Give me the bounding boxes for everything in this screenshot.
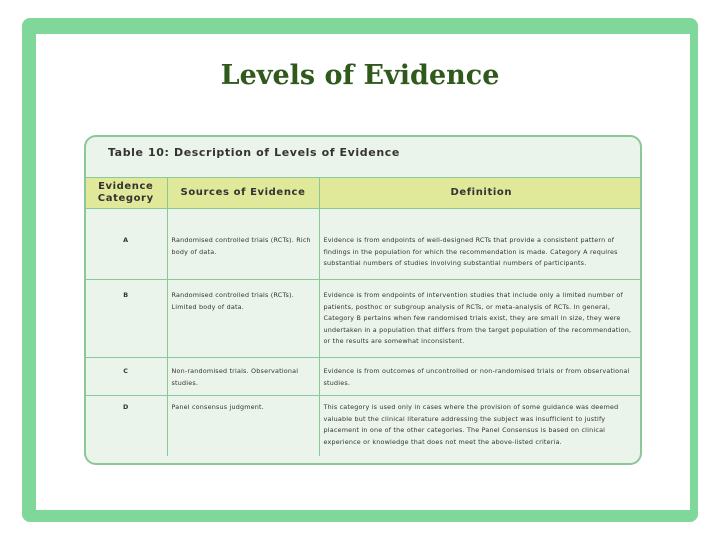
row-sources: Randomised controlled trials (RCTs). Limited body of data. — [167, 280, 319, 358]
row-sources: Randomised controlled trials (RCTs). Rich body of data. — [167, 209, 319, 280]
header-sources-of-evidence: Sources of Evidence — [167, 178, 319, 209]
table-header-row — [85, 178, 642, 209]
row-definition: This category is used only in cases where the provision of some guidance was deemed valuable but the clinical literature addressing the subject was insufficient to justify placement in one of the other categories. The Panel Consensus is based on clinical experience or knowledge that does not meet the above-listed criteria. — [319, 396, 642, 456]
row-sources: Panel consensus judgment. — [167, 396, 319, 456]
row-definition: Evidence is from endpoints of well-designed RCTs that provide a consistent pattern of findings in the population for which the recommendation is made. Category A requires substantial numbers of studies involving substantial numbers of participants. — [319, 209, 642, 280]
table-row — [85, 396, 642, 456]
row-category: D — [122, 403, 129, 411]
header-evidence-category: Evidence Category — [85, 178, 167, 209]
row-category: A — [85, 209, 167, 280]
table-caption: Table 10: Description of Levels of Evidence — [108, 146, 400, 159]
evidence-table — [85, 177, 642, 456]
slide-title: Levels of Evidence — [220, 60, 500, 91]
evidence-table-card — [84, 135, 642, 465]
row-sources: Non-randomised trials. Observational studies. — [167, 358, 319, 396]
row-category: C — [85, 358, 167, 396]
row-definition: Evidence is from endpoints of intervention studies that include only a limited number of patients, posthoc or subgroup analysis of RCTs, or meta-analysis of RCTs. In general, Category B pertains when few randomised trials exist, they are small in size, they were undertaken in a population that differs from the target population of the recommendation, or the results are somewhat inconsistent. — [319, 280, 642, 358]
table-row — [85, 209, 642, 280]
row-definition: Evidence is from outcomes of uncontrolled or non-randomised trials or from observational studies. — [319, 358, 642, 396]
header-definition: Definition — [319, 178, 642, 209]
table-row — [85, 280, 642, 358]
row-category: B — [85, 280, 167, 358]
table-row — [85, 358, 642, 396]
